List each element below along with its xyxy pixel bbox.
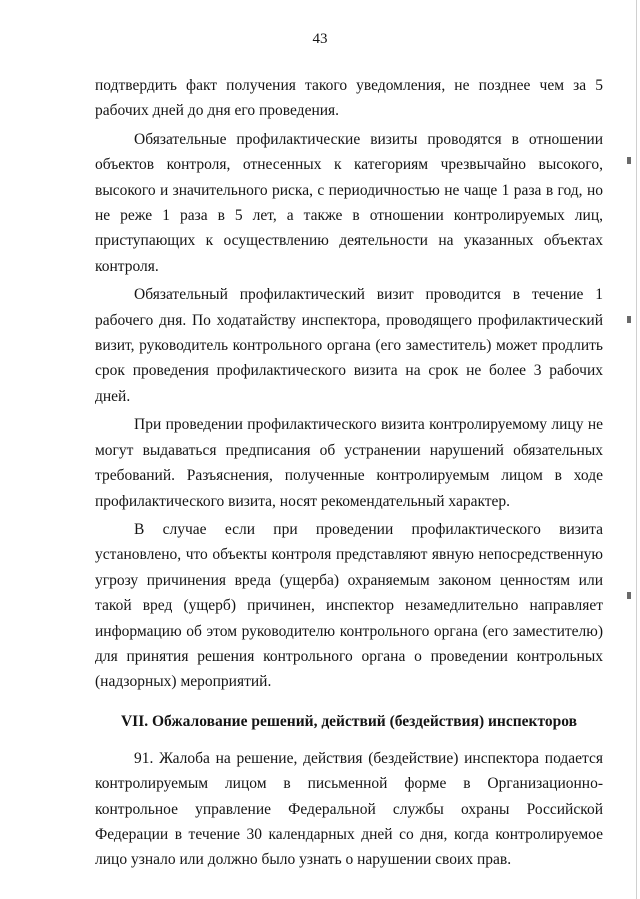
- paragraph-complaint: 91. Жалоба на решение, действия (бездействие) инспектора подается контролируемым лицом в письменной форме в Организационно-контрольное управление Федеральной службы охраны Российской Федерации в течение 30 календарных дней со дня, когда контролируемое лицо узнало или должно было узнать о нарушении своих прав.: [95, 749, 603, 869]
- paragraph-visit-duration: Обязательный профилактический визит проводится в течение 1 рабочего дня. По ходатайству инспектора, проводящего профилактический визит, руководитель контрольного органа (его заместитель) может продлить срок проведения профилактического визита на срок не более 3 рабочих дней.: [95, 286, 603, 405]
- paragraph-continuation: подтвердить факт получения такого уведомления, не позднее чем за 5 рабочих дней до дня его проведения.: [95, 77, 603, 120]
- page-number: 43: [312, 31, 328, 47]
- scan-margin-mark: [627, 592, 631, 599]
- scan-margin-mark: [627, 157, 631, 164]
- scan-margin-mark: [627, 316, 631, 323]
- paragraph-threat-detected: В случае если при проведении профилактического визита установлено, что объекты контроля представляют явную непосредственную угрозу причинения вреда (ущерба) охраняемым законом ценностям или такой вред (ущерб) причинен, инспектор незамедлительно направляет информацию об этом руководителю контрольного органа (его заместителю) для принятия решения контрольного органа о проведении контрольных (надзорных) мероприятий.: [95, 520, 603, 691]
- paragraph-no-orders: При проведении профилактического визита контролируемому лицу не могут выдаваться предписания об устранении нарушений обязательных требований. Разъяснения, полученные контролируемым лицом в ходе профилактического визита, носят рекомендательный характер.: [95, 416, 603, 510]
- section-heading: VII. Обжалование решений, действий (бездействия) инспекторов: [120, 712, 577, 730]
- scan-edge-line: [636, 0, 637, 899]
- document-body: [95, 73, 603, 873]
- paragraph-mandatory-visits: Обязательные профилактические визиты проводятся в отношении объектов контроля, отнесенных к категориям чрезвычайно высокого, высокого и значительного риска, с периодичностью не чаще 1 раза в год, но не реже 1 раза в 5 лет, а также в отношении контролируемых лиц, приступающих к осуществлению деятельности на указанных объектах контроля.: [95, 130, 603, 275]
